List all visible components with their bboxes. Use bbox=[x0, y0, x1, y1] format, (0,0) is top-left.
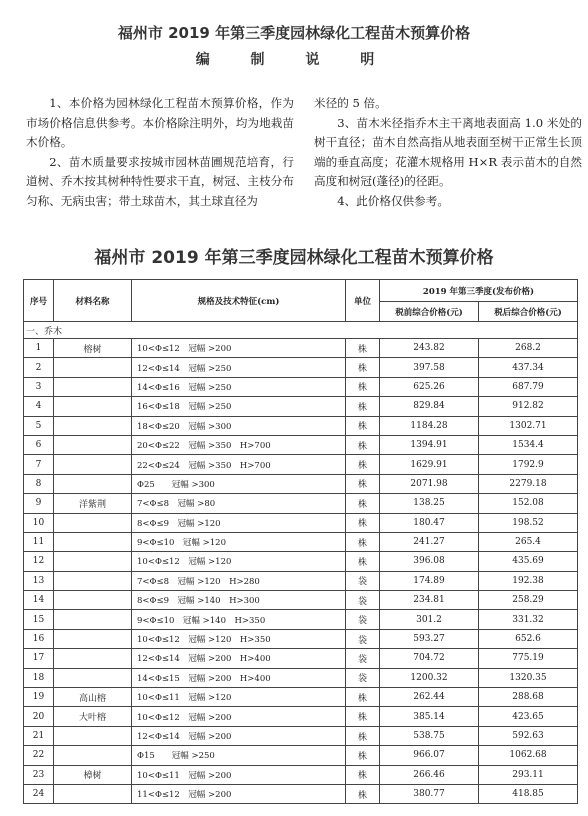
cell-post-tax: 293.11 bbox=[479, 765, 578, 784]
cell-post-tax: 2279.18 bbox=[479, 474, 578, 493]
cell-seq: 22 bbox=[24, 746, 54, 765]
cell-unit: 株 bbox=[346, 494, 380, 513]
cell-unit: 株 bbox=[346, 358, 380, 377]
cell-name: 榕树 bbox=[54, 339, 132, 358]
cell-name bbox=[54, 358, 132, 377]
cell-name bbox=[54, 513, 132, 532]
cell-spec: 18<Φ≤20 冠幅 >300 bbox=[132, 416, 346, 435]
notes-heading: 编 制 说 明 bbox=[195, 52, 393, 68]
cell-name bbox=[54, 784, 132, 803]
cell-name bbox=[54, 552, 132, 571]
cell-name bbox=[54, 416, 132, 435]
table-row bbox=[24, 474, 578, 493]
cell-name bbox=[54, 435, 132, 454]
cell-spec: 10<Φ≤11 冠幅 >120 bbox=[132, 688, 346, 707]
cell-unit: 袋 bbox=[346, 649, 380, 668]
cell-post-tax: 423.65 bbox=[479, 707, 578, 726]
cell-name: 洋紫荆 bbox=[54, 494, 132, 513]
cell-name bbox=[54, 377, 132, 396]
cell-seq: 17 bbox=[24, 649, 54, 668]
cell-pre-tax: 1629.91 bbox=[380, 455, 479, 474]
header-period: 2019 年第三季度(发布价格) bbox=[380, 280, 578, 302]
cell-unit: 株 bbox=[346, 746, 380, 765]
cell-post-tax: 1062.68 bbox=[479, 746, 578, 765]
cell-spec: 10<Φ≤11 冠幅 >200 bbox=[132, 765, 346, 784]
section-label: 一、乔木 bbox=[24, 322, 578, 339]
cell-pre-tax: 593.27 bbox=[380, 629, 479, 648]
cell-name bbox=[54, 668, 132, 687]
table-row bbox=[24, 784, 578, 803]
note-paragraph-1: 1、本价格为园林绿化工程苗木预算价格，作为市场价格信息供参考。本价格除注明外，均为地栽苗木价格。 bbox=[26, 96, 294, 149]
cell-post-tax: 912.82 bbox=[479, 397, 578, 416]
cell-spec: 22<Φ≤24 冠幅 >350 H>700 bbox=[132, 455, 346, 474]
cell-unit: 袋 bbox=[346, 668, 380, 687]
cell-unit: 袋 bbox=[346, 571, 380, 590]
cell-seq: 10 bbox=[24, 513, 54, 532]
table-row bbox=[24, 591, 578, 610]
table-row bbox=[24, 688, 578, 707]
cell-seq: 15 bbox=[24, 610, 54, 629]
cell-pre-tax: 396.08 bbox=[380, 552, 479, 571]
cell-seq: 9 bbox=[24, 494, 54, 513]
cell-unit: 株 bbox=[346, 784, 380, 803]
cell-spec: 12<Φ≤14 冠幅 >250 bbox=[132, 358, 346, 377]
cell-post-tax: 288.68 bbox=[479, 688, 578, 707]
cell-spec: 20<Φ≤22 冠幅 >350 H>700 bbox=[132, 435, 346, 454]
cell-post-tax: 1534.4 bbox=[479, 435, 578, 454]
cell-name bbox=[54, 474, 132, 493]
cell-spec: 9<Φ≤10 冠幅 >120 bbox=[132, 532, 346, 551]
cell-name bbox=[54, 397, 132, 416]
cell-unit: 株 bbox=[346, 474, 380, 493]
cell-spec: 14<Φ≤16 冠幅 >250 bbox=[132, 377, 346, 396]
cell-pre-tax: 241.27 bbox=[380, 532, 479, 551]
header-pre-tax: 税前综合价格(元) bbox=[380, 302, 479, 322]
table-row bbox=[24, 571, 578, 590]
cell-seq: 3 bbox=[24, 377, 54, 396]
cell-seq: 18 bbox=[24, 668, 54, 687]
cell-pre-tax: 397.58 bbox=[380, 358, 479, 377]
cell-seq: 5 bbox=[24, 416, 54, 435]
cell-post-tax: 258.29 bbox=[479, 591, 578, 610]
cell-pre-tax: 385.14 bbox=[380, 707, 479, 726]
cell-spec: 10<Φ≤12 冠幅 >120 H>350 bbox=[132, 629, 346, 648]
cell-post-tax: 652.6 bbox=[479, 629, 578, 648]
cell-seq: 2 bbox=[24, 358, 54, 377]
cell-unit: 株 bbox=[346, 726, 380, 745]
cell-unit: 株 bbox=[346, 339, 380, 358]
cell-pre-tax: 243.82 bbox=[380, 339, 479, 358]
cell-unit: 袋 bbox=[346, 610, 380, 629]
note-paragraph-2-continued: 米径的 5 倍。 bbox=[314, 96, 387, 110]
cell-spec: 8<Φ≤9 冠幅 >140 H>300 bbox=[132, 591, 346, 610]
table-row bbox=[24, 435, 578, 454]
cell-spec: 12<Φ≤14 冠幅 >200 H>400 bbox=[132, 649, 346, 668]
cell-name bbox=[54, 591, 132, 610]
cell-post-tax: 687.79 bbox=[479, 377, 578, 396]
cell-unit: 株 bbox=[346, 552, 380, 571]
cell-spec: 10<Φ≤12 冠幅 >200 bbox=[132, 339, 346, 358]
cell-name bbox=[54, 746, 132, 765]
table-row bbox=[24, 358, 578, 377]
notes-right-column bbox=[314, 94, 582, 211]
cell-post-tax: 265.4 bbox=[479, 532, 578, 551]
cell-post-tax: 418.85 bbox=[479, 784, 578, 803]
cell-pre-tax: 966.07 bbox=[380, 746, 479, 765]
cell-seq: 8 bbox=[24, 474, 54, 493]
cell-unit: 株 bbox=[346, 532, 380, 551]
cell-unit: 株 bbox=[346, 707, 380, 726]
notes-left-column bbox=[26, 94, 294, 211]
cell-name bbox=[54, 629, 132, 648]
table-row bbox=[24, 668, 578, 687]
header-seq: 序号 bbox=[24, 280, 54, 322]
header-spec: 规格及技术特征(cm) bbox=[132, 280, 346, 322]
note-paragraph-4: 4、此价格仅供参考。 bbox=[337, 193, 449, 208]
table-row bbox=[24, 455, 578, 474]
cell-spec: 10<Φ≤12 冠幅 >200 bbox=[132, 707, 346, 726]
cell-post-tax: 435.69 bbox=[479, 552, 578, 571]
cell-name bbox=[54, 455, 132, 474]
cell-spec: 11<Φ≤12 冠幅 >200 bbox=[132, 784, 346, 803]
cell-post-tax: 198.52 bbox=[479, 513, 578, 532]
table-row bbox=[24, 610, 578, 629]
table-row bbox=[24, 513, 578, 532]
cell-unit: 株 bbox=[346, 397, 380, 416]
cell-pre-tax: 266.46 bbox=[380, 765, 479, 784]
cell-spec: 10<Φ≤12 冠幅 >120 bbox=[132, 552, 346, 571]
cell-post-tax: 437.34 bbox=[479, 358, 578, 377]
table-row bbox=[24, 416, 578, 435]
table-title: 福州市 2019 年第三季度园林绿化工程苗木预算价格 bbox=[94, 248, 494, 268]
cell-name bbox=[54, 532, 132, 551]
cell-seq: 4 bbox=[24, 397, 54, 416]
cell-pre-tax: 180.47 bbox=[380, 513, 479, 532]
table-row bbox=[24, 552, 578, 571]
table-row bbox=[24, 726, 578, 745]
cell-post-tax: 1792.9 bbox=[479, 455, 578, 474]
cell-post-tax: 331.32 bbox=[479, 610, 578, 629]
table-row bbox=[24, 746, 578, 765]
header-unit: 单位 bbox=[346, 280, 380, 322]
cell-spec: Φ25 冠幅 >300 bbox=[132, 474, 346, 493]
cell-post-tax: 592.63 bbox=[479, 726, 578, 745]
cell-pre-tax: 301.2 bbox=[380, 610, 479, 629]
cell-post-tax: 152.08 bbox=[479, 494, 578, 513]
cell-seq: 20 bbox=[24, 707, 54, 726]
cell-seq: 6 bbox=[24, 435, 54, 454]
cell-spec: 12<Φ≤14 冠幅 >200 bbox=[132, 726, 346, 745]
cell-pre-tax: 262.44 bbox=[380, 688, 479, 707]
cell-post-tax: 1302.71 bbox=[479, 416, 578, 435]
cell-pre-tax: 2071.98 bbox=[380, 474, 479, 493]
note-paragraph-3: 3、苗木米径指乔木主干离地表面高 1.0 米处的树干直径；苗木自然高指从地表面至树干正常生长顶端的垂直高度；花灌木规格用 H×R 表示苗木的自然高度和树冠(蓬径)的径距。 bbox=[314, 115, 582, 188]
table-row bbox=[24, 377, 578, 396]
cell-spec: 8<Φ≤9 冠幅 >120 bbox=[132, 513, 346, 532]
cell-seq: 12 bbox=[24, 552, 54, 571]
cell-name bbox=[54, 726, 132, 745]
cell-seq: 21 bbox=[24, 726, 54, 745]
header-post-tax: 税后综合价格(元) bbox=[479, 302, 578, 322]
cell-name: 大叶榕 bbox=[54, 707, 132, 726]
cell-seq: 24 bbox=[24, 784, 54, 803]
cell-post-tax: 192.38 bbox=[479, 571, 578, 590]
cell-pre-tax: 1394.91 bbox=[380, 435, 479, 454]
cell-pre-tax: 704.72 bbox=[380, 649, 479, 668]
cell-seq: 19 bbox=[24, 688, 54, 707]
cell-unit: 株 bbox=[346, 513, 380, 532]
document-title: 福州市 2019 年第三季度园林绿化工程苗木预算价格 bbox=[117, 24, 471, 42]
cell-post-tax: 268.2 bbox=[479, 339, 578, 358]
cell-name bbox=[54, 649, 132, 668]
cell-unit: 袋 bbox=[346, 629, 380, 648]
cell-seq: 1 bbox=[24, 339, 54, 358]
table-row bbox=[24, 629, 578, 648]
cell-pre-tax: 138.25 bbox=[380, 494, 479, 513]
cell-name: 樟树 bbox=[54, 765, 132, 784]
cell-unit: 株 bbox=[346, 416, 380, 435]
cell-seq: 23 bbox=[24, 765, 54, 784]
cell-unit: 袋 bbox=[346, 591, 380, 610]
cell-seq: 13 bbox=[24, 571, 54, 590]
cell-pre-tax: 174.89 bbox=[380, 571, 479, 590]
table-row bbox=[24, 765, 578, 784]
cell-seq: 14 bbox=[24, 591, 54, 610]
cell-unit: 株 bbox=[346, 435, 380, 454]
note-paragraph-2: 2、苗木质量要求按城市园林苗圃规范培育，行道树、乔木按其树种特性要求干直，树冠、主枝分布匀称、无病虫害；带土球苗木，其土球直径为 bbox=[26, 154, 294, 208]
cell-seq: 7 bbox=[24, 455, 54, 474]
table-row bbox=[24, 649, 578, 668]
cell-name: 高山榕 bbox=[54, 688, 132, 707]
cell-post-tax: 1320.35 bbox=[479, 668, 578, 687]
cell-name bbox=[54, 610, 132, 629]
cell-spec: 7<Φ≤8 冠幅 >80 bbox=[132, 494, 346, 513]
cell-pre-tax: 380.77 bbox=[380, 784, 479, 803]
cell-unit: 株 bbox=[346, 688, 380, 707]
cell-seq: 16 bbox=[24, 629, 54, 648]
cell-pre-tax: 1184.28 bbox=[380, 416, 479, 435]
table-row bbox=[24, 339, 578, 358]
cell-pre-tax: 1200.32 bbox=[380, 668, 479, 687]
table-row bbox=[24, 532, 578, 551]
cell-seq: 11 bbox=[24, 532, 54, 551]
price-table bbox=[23, 279, 578, 804]
cell-spec: 14<Φ≤15 冠幅 >200 H>400 bbox=[132, 668, 346, 687]
cell-unit: 株 bbox=[346, 377, 380, 396]
header-name: 材料名称 bbox=[54, 280, 132, 322]
cell-spec: 7<Φ≤8 冠幅 >120 H>280 bbox=[132, 571, 346, 590]
cell-spec: Φ15 冠幅 >250 bbox=[132, 746, 346, 765]
cell-spec: 9<Φ≤10 冠幅 >140 H>350 bbox=[132, 610, 346, 629]
cell-pre-tax: 234.81 bbox=[380, 591, 479, 610]
table-row bbox=[24, 494, 578, 513]
cell-name bbox=[54, 571, 132, 590]
table-row bbox=[24, 707, 578, 726]
cell-spec: 16<Φ≤18 冠幅 >250 bbox=[132, 397, 346, 416]
table-row bbox=[24, 397, 578, 416]
cell-pre-tax: 625.26 bbox=[380, 377, 479, 396]
cell-unit: 株 bbox=[346, 455, 380, 474]
cell-post-tax: 775.19 bbox=[479, 649, 578, 668]
cell-pre-tax: 538.75 bbox=[380, 726, 479, 745]
cell-pre-tax: 829.84 bbox=[380, 397, 479, 416]
cell-unit: 株 bbox=[346, 765, 380, 784]
